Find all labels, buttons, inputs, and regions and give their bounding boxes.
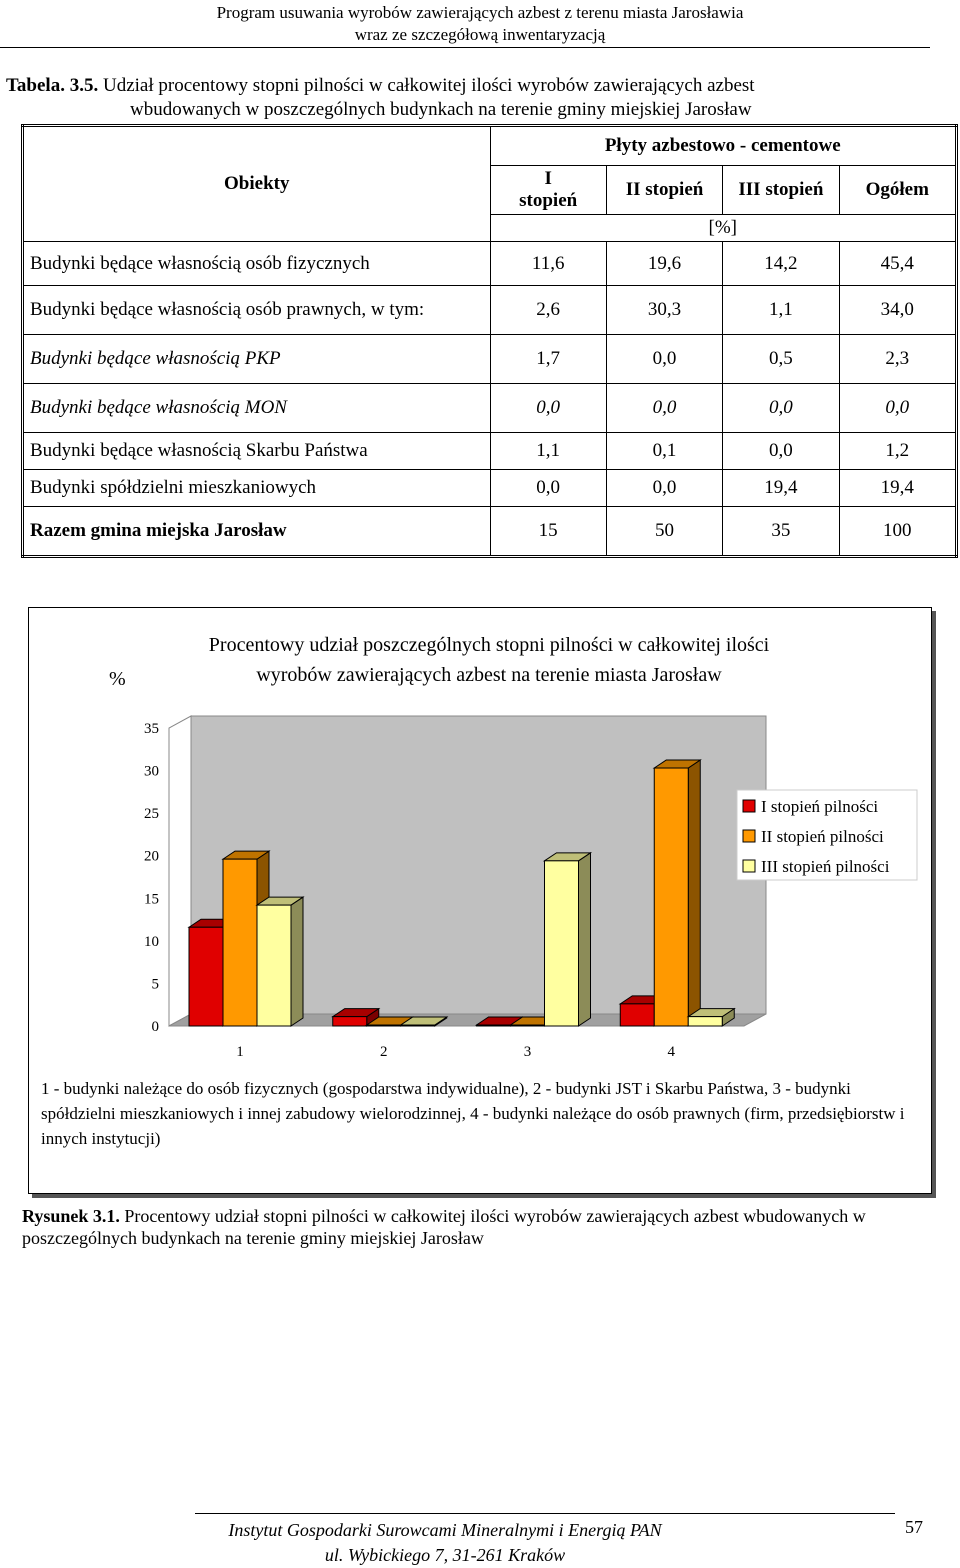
- bar: [654, 768, 688, 1026]
- table-caption-text-1: Udział procentowy stopni pilności w całkowitej ilości wyrobów zawierających azbest: [98, 75, 755, 96]
- cell: 0,5: [723, 335, 839, 384]
- table-row: [23, 384, 957, 433]
- cell: 2,6: [490, 286, 606, 335]
- row-label: Budynki będące własnością MON: [23, 384, 491, 433]
- figure-box: [28, 607, 932, 1194]
- row-label: Budynki spółdzielni mieszkaniowych: [23, 470, 491, 507]
- figure-caption-label: Rysunek 3.1.: [22, 1206, 120, 1226]
- cell: 0,0: [606, 335, 722, 384]
- y-tick-label: 30: [144, 763, 159, 780]
- table-row: [23, 335, 957, 384]
- legend-label: I stopień pilności: [761, 797, 879, 816]
- header-col-ii: II stopień: [606, 166, 722, 215]
- bar: [545, 861, 579, 1026]
- y-tick-label: 25: [144, 806, 159, 823]
- bar: [189, 927, 223, 1026]
- cell: 0,0: [490, 384, 606, 433]
- cell: 35: [723, 507, 839, 557]
- cell: 0,0: [606, 470, 722, 507]
- legend-swatch: [743, 800, 755, 812]
- y-tick-label: 35: [144, 721, 159, 737]
- bar: [620, 1004, 654, 1026]
- y-tick-label: 10: [144, 933, 159, 950]
- table-row-total: [23, 507, 957, 557]
- y-tick-label: 0: [151, 1019, 159, 1035]
- header-objects: Obiekty: [23, 126, 491, 242]
- data-table: [21, 124, 958, 558]
- cell: 34,0: [839, 286, 956, 335]
- bar: [511, 1025, 545, 1026]
- cell: 19,4: [723, 470, 839, 507]
- x-tick-label: 1: [236, 1044, 244, 1060]
- y-axis-label: %: [109, 668, 126, 690]
- row-label: Budynki będące własnością osób prawnych, w tym:: [23, 286, 491, 335]
- row-label: Budynki będące własnością PKP: [23, 335, 491, 384]
- table-caption-text-2: wbudowanych w poszczególnych budynkach na terenie gminy miejskiej Jarosław: [130, 99, 752, 120]
- legend-label: II stopień pilności: [761, 827, 884, 846]
- header-col-iii: III stopień: [723, 166, 839, 215]
- table-row: [23, 286, 957, 335]
- cell: 1,1: [723, 286, 839, 335]
- legend-label: III stopień pilności: [761, 857, 890, 876]
- x-tick-label: 3: [523, 1044, 532, 1060]
- header-rule: [0, 47, 930, 48]
- bar-side: [291, 897, 303, 1026]
- cell: 45,4: [839, 242, 956, 286]
- footer-rule: [195, 1513, 895, 1514]
- cell: 14,2: [723, 242, 839, 286]
- cell: 50: [606, 507, 722, 557]
- bar-side: [688, 760, 700, 1026]
- cell: 0,0: [723, 384, 839, 433]
- cell: 100: [839, 507, 956, 557]
- figure-caption: [22, 1205, 942, 1249]
- chart-title-line-2: wyrobów zawierających azbest na terenie miasta Jarosław: [256, 664, 722, 686]
- header-line-2: wraz ze szczegółową inwentaryzacją: [354, 25, 606, 44]
- row-label: Budynki będące własnością osób fizycznych: [23, 242, 491, 286]
- table-row: [23, 433, 957, 470]
- y-tick-label: 20: [144, 848, 159, 865]
- page-header: [0, 2, 960, 46]
- bar: [477, 1025, 511, 1026]
- cell: 0,0: [723, 433, 839, 470]
- cell: 1,2: [839, 433, 956, 470]
- cell: 1,7: [490, 335, 606, 384]
- table-row: [23, 242, 957, 286]
- cell: 19,6: [606, 242, 722, 286]
- page-number: 57: [905, 1517, 923, 1537]
- cell: 19,4: [839, 470, 956, 507]
- bar: [333, 1017, 367, 1026]
- row-label: Razem gmina miejska Jarosław: [23, 507, 491, 557]
- header-group: Płyty azbestowo - cementowe: [490, 126, 957, 166]
- cell: 2,3: [839, 335, 956, 384]
- cell: 0,0: [606, 384, 722, 433]
- page-footer: [195, 1518, 695, 1568]
- footer-line-1: Instytut Gospodarki Surowcami Mineralnymi i Energią PAN: [228, 1520, 662, 1540]
- table-caption-label: Tabela. 3.5.: [6, 75, 99, 96]
- header-col-i-bottom: stopień: [519, 190, 578, 211]
- header-col-total: Ogółem: [839, 166, 956, 215]
- bar: [367, 1025, 401, 1026]
- y-tick-label: 15: [144, 891, 159, 908]
- header-col-i: [490, 166, 606, 215]
- side-wall: [169, 716, 191, 1026]
- legend-swatch: [743, 860, 755, 872]
- cell: 11,6: [490, 242, 606, 286]
- footer-line-2: ul. Wybickiego 7, 31-261 Kraków: [324, 1545, 566, 1565]
- cell: 0,0: [490, 470, 606, 507]
- bar: [688, 1017, 722, 1026]
- table-row: [23, 470, 957, 507]
- chart-title: [159, 630, 819, 690]
- bar: [257, 905, 291, 1026]
- figure-note: 1 - budynki należące do osób fizycznych (gospodarstwa indywidualne), 2 - budynki JST i Skarbu Państwa, 3 - budynki spółdzielni mieszkaniowych i innej zabudowy wielorodzinnej, 4 - budynki należące do osób prawnych (firm, przedsiębiorstw i innych instytucji): [41, 1079, 905, 1148]
- bar: [223, 859, 257, 1026]
- cell: 30,3: [606, 286, 722, 335]
- chart-title-line-1: Procentowy udział poszczególnych stopni pilności w całkowitej ilości: [208, 634, 770, 656]
- x-tick-label: 2: [380, 1044, 388, 1060]
- header-line-1: Program usuwania wyrobów zawierających azbest z terenu miasta Jarosławia: [216, 3, 744, 22]
- legend-swatch: [743, 830, 755, 842]
- y-tick-label: 5: [151, 976, 159, 993]
- cell: 15: [490, 507, 606, 557]
- figure-caption-text: Procentowy udział stopni pilności w całkowitej ilości wyrobów zawierających azbest wbudowanych w poszczególnych budynkach na terenie gminy miejskiej Jarosław: [22, 1206, 866, 1248]
- bar-side: [579, 853, 591, 1026]
- row-label: Budynki będące własnością Skarbu Państwa: [23, 433, 491, 470]
- header-unit: [%]: [490, 215, 957, 242]
- x-tick-label: 4: [667, 1044, 675, 1060]
- cell: 0,0: [839, 384, 956, 433]
- table-caption: [6, 74, 951, 122]
- bar: [401, 1025, 435, 1026]
- cell: 0,1: [606, 433, 722, 470]
- cell: 1,1: [490, 433, 606, 470]
- header-col-i-top: I: [544, 168, 552, 189]
